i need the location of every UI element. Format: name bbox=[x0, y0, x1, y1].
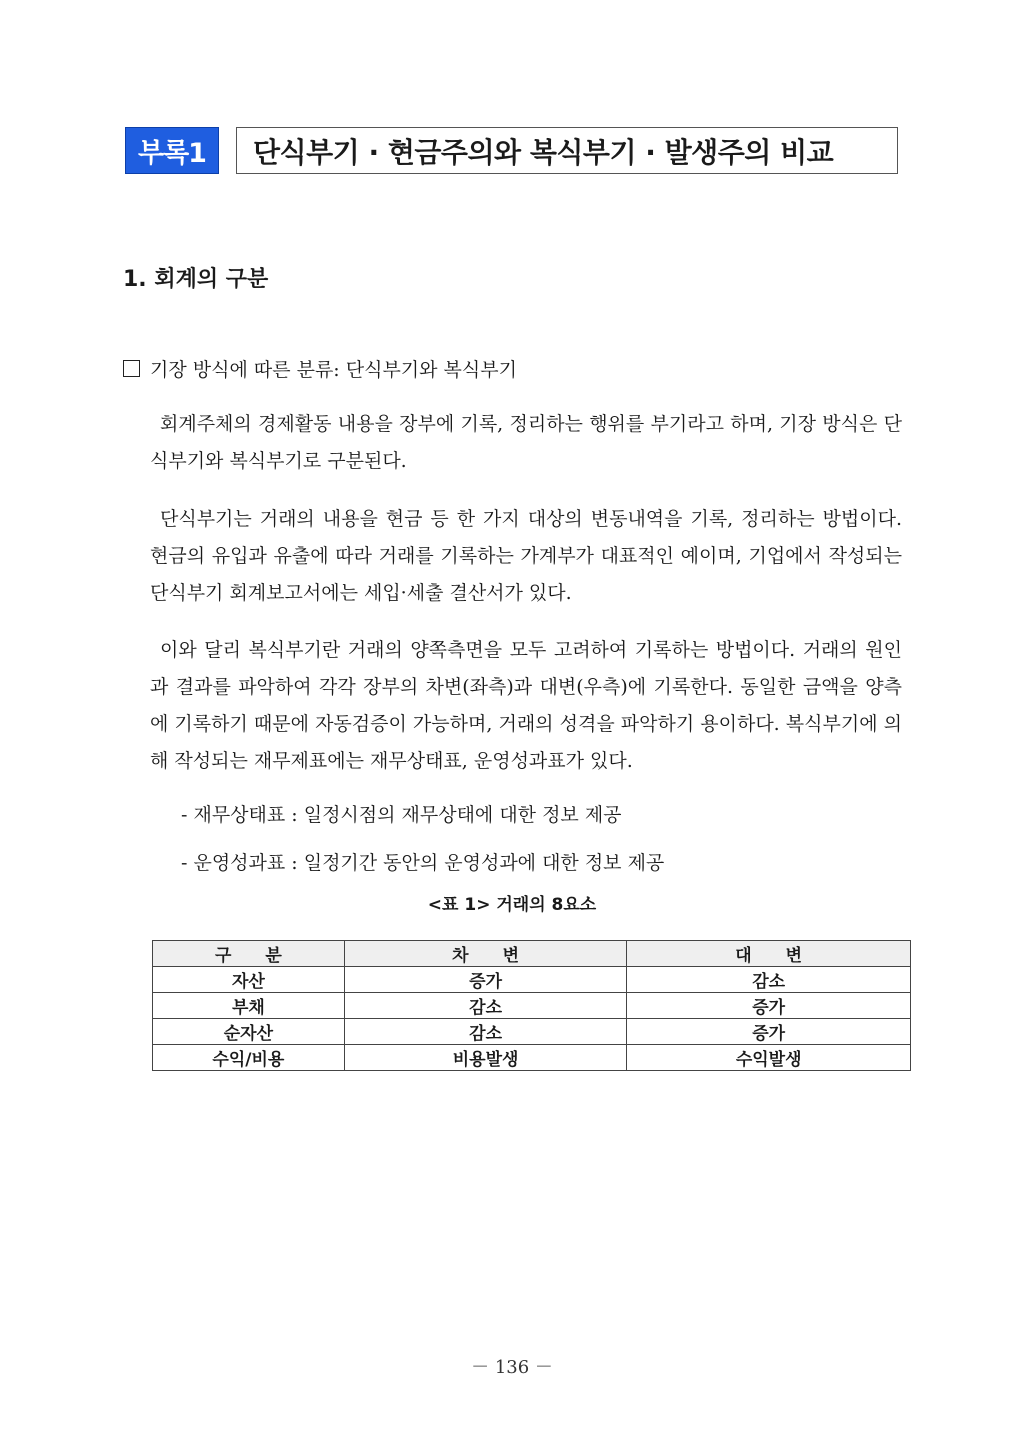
table-cell: 비용발생 bbox=[344, 1045, 627, 1071]
page-number: － 136 － bbox=[471, 1357, 553, 1378]
table-cell: 부채 bbox=[153, 993, 345, 1019]
table-cell: 자산 bbox=[153, 967, 345, 993]
paragraph-3: 이와 달리 복식부기란 거래의 양쪽측면을 모두 고려하여 기록하는 방법이다. 거래의 원인과 결과를 파악하여 각각 장부의 차변(좌측)과 대변(우측)에 기록한다. 동일한 금액을 양측에 기록하기 때문에 자동검증이 가능하며, 거래의 성격을 파악하기 용이하다. 복식부기에 의해 작성되는 재무제표에는 재무상태표, 운영성과표가 있다. bbox=[150, 639, 902, 772]
appendix-title-text: 단식부기 · 현금주의와 복식부기 · 발생주의 비교 bbox=[253, 135, 834, 169]
appendix-badge: 부록1 bbox=[125, 127, 219, 174]
table-cell: 감소 bbox=[344, 993, 627, 1019]
table-caption: <표 1> 거래의 8요소 bbox=[427, 895, 597, 915]
table-cell: 수익발생 bbox=[627, 1045, 911, 1071]
bullet-item: - 운영성과표 : 일정기간 동안의 운영성과에 대한 정보 제공 bbox=[181, 852, 665, 874]
table-cell: 감소 bbox=[627, 967, 911, 993]
table-cell: 증가 bbox=[344, 967, 627, 993]
section-heading: 1. 회계의 구분 bbox=[123, 267, 269, 292]
table-cell: 감소 bbox=[344, 1019, 627, 1045]
checkbox-item-label: 기장 방식에 따른 분류: 단식부기와 복식부기 bbox=[150, 359, 517, 381]
table-row bbox=[153, 993, 911, 1019]
table-row bbox=[153, 1045, 911, 1071]
header-credit: 대 변 bbox=[627, 941, 911, 967]
appendix-title bbox=[236, 127, 898, 174]
paragraph-1: 회계주체의 경제활동 내용을 장부에 기록, 정리하는 행위를 부기라고 하며, 기장 방식은 단식부기와 복식부기로 구분된다. bbox=[150, 413, 902, 472]
paragraph-2: 단식부기는 거래의 내용을 현금 등 한 가지 대상의 변동내역을 기록, 정리하는 방법이다. 현금의 유입과 유출에 따라 거래를 기록하는 가계부가 대표적인 예이며, 기업에서 작성되는 단식부기 회계보고서에는 세입·세출 결산서가 있다. bbox=[150, 508, 902, 604]
table-row bbox=[153, 967, 911, 993]
checkbox-square-icon bbox=[123, 360, 140, 377]
table-cell: 수익/비용 bbox=[153, 1045, 345, 1071]
checkbox-item bbox=[123, 355, 517, 382]
table-row bbox=[153, 1019, 911, 1045]
header-category: 구 분 bbox=[153, 941, 345, 967]
table-cell: 증가 bbox=[627, 993, 911, 1019]
transaction-elements-table bbox=[152, 940, 911, 1071]
table-cell: 순자산 bbox=[153, 1019, 345, 1045]
bullet-item: - 재무상태표 : 일정시점의 재무상태에 대한 정보 제공 bbox=[181, 804, 622, 826]
table-cell: 증가 bbox=[627, 1019, 911, 1045]
table-header-row bbox=[153, 941, 911, 967]
header-debit: 차 변 bbox=[344, 941, 627, 967]
